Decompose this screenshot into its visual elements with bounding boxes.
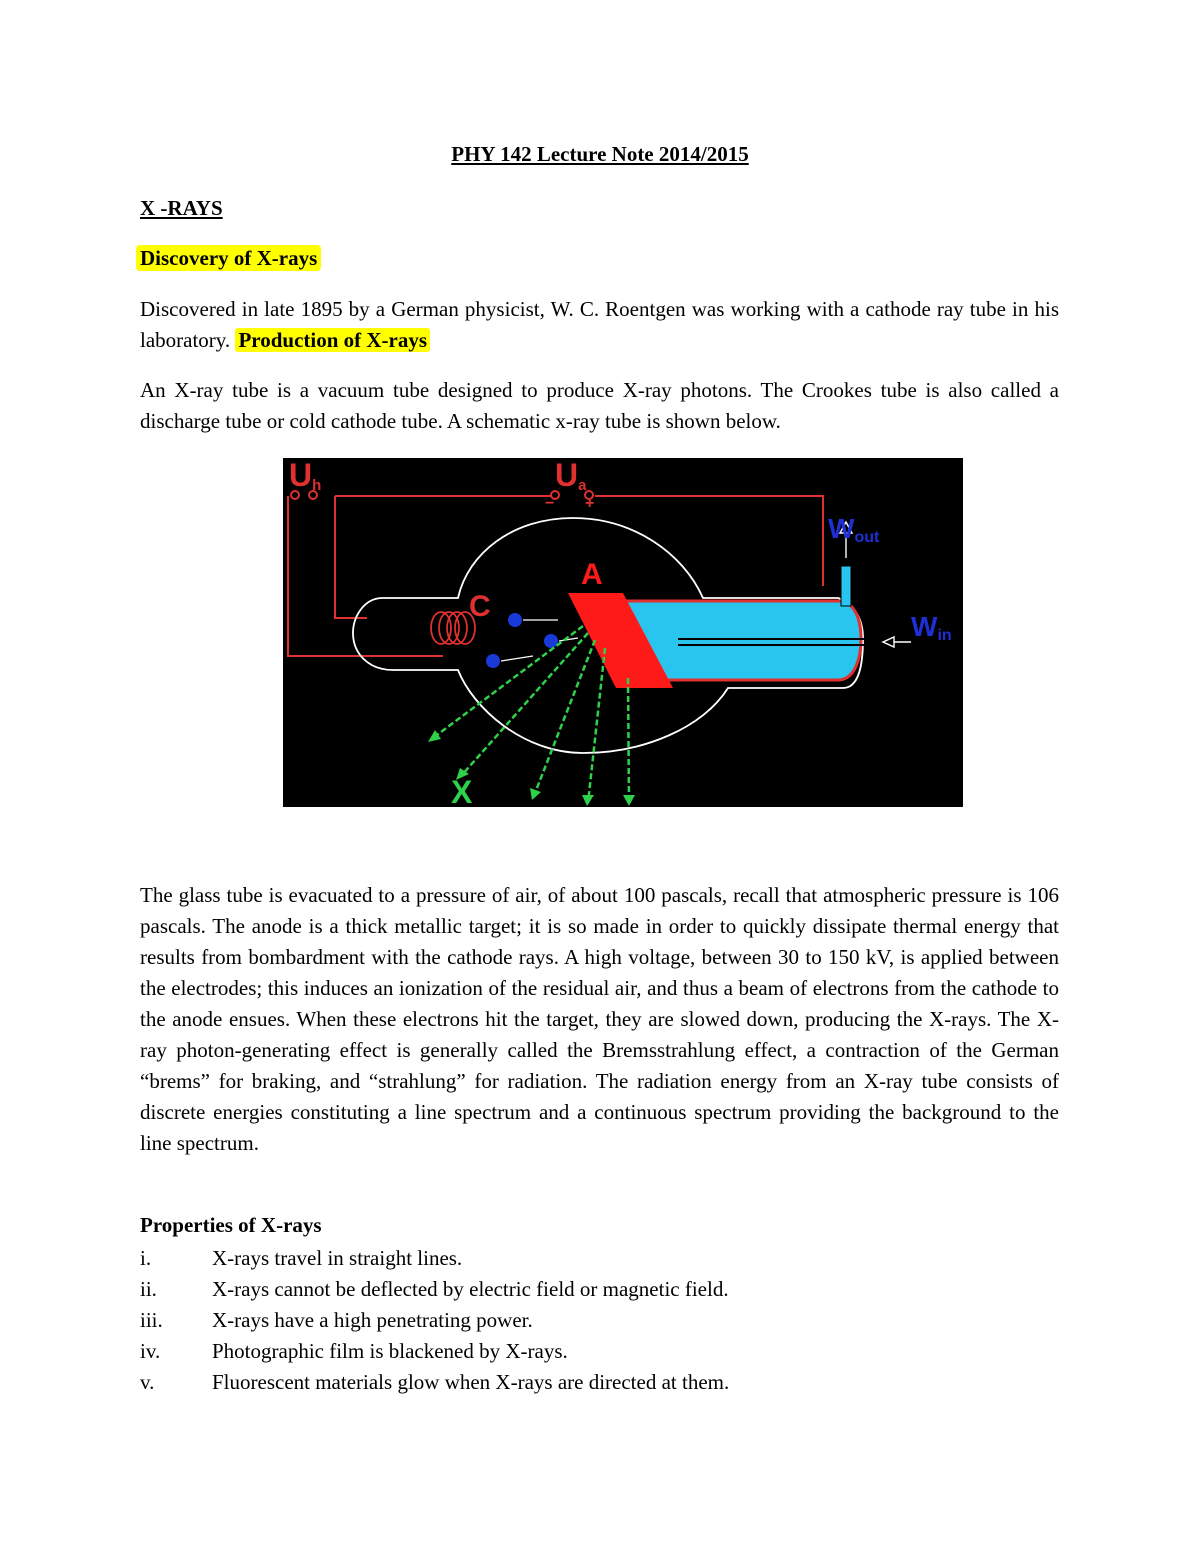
right-wire	[595, 496, 823, 586]
properties-heading: Properties of X-rays	[140, 1213, 322, 1237]
coolant-outlet-pipe	[841, 566, 851, 606]
xrays-heading	[140, 196, 223, 221]
production-heading: Production of X-rays	[235, 328, 430, 352]
xray-tube-svg	[283, 458, 963, 807]
list-item	[140, 1367, 1059, 1398]
left-wire	[288, 496, 443, 656]
page-title: PHY 142 Lecture Note 2014/2015	[451, 142, 749, 166]
discovery-paragraph	[140, 294, 1059, 356]
xray-beam-3	[535, 640, 595, 793]
wout-label: Wout	[828, 513, 880, 546]
electron-2	[544, 634, 558, 648]
inner-left-wire	[335, 496, 367, 618]
list-item-number: ii.	[140, 1277, 157, 1301]
list-item-number: i.	[140, 1246, 152, 1270]
anode-label: A	[581, 558, 603, 591]
electron-3	[486, 654, 500, 668]
uh-label: Uh	[289, 458, 322, 494]
list-item	[140, 1274, 1059, 1305]
list-item-number: iv.	[140, 1339, 161, 1363]
list-item-text: Photographic film is blackened by X-rays.	[212, 1339, 568, 1363]
xray-beam-4	[588, 648, 605, 803]
discovery-heading-text: Discovery of X-rays	[136, 245, 321, 271]
list-item-number: v.	[140, 1370, 155, 1394]
list-item	[140, 1243, 1059, 1274]
list-item-text: X-rays cannot be deflected by electric field or magnetic field.	[212, 1277, 729, 1301]
discovery-heading	[140, 246, 321, 271]
xray-tube-diagram	[283, 458, 963, 807]
list-item	[140, 1336, 1059, 1367]
ua-label: Ua	[555, 458, 587, 494]
list-item-text: X-rays have a high penetrating power.	[212, 1308, 533, 1332]
list-item-text: Fluorescent materials glow when X-rays are directed at them.	[212, 1370, 730, 1394]
body-paragraph: The glass tube is evacuated to a pressure of air, of about 100 pascals, recall that atmospheric pressure is 106 pascals. The anode is a thick metallic target; it is so made in order to quickly dissipate thermal energy that results from bombardment with the cathode rays. A high voltage, between 30 to 150 kV, is applied between the electrodes; this induces an ionization of the residual air, and thus a beam of electrons from the cathode to the anode ensues. When these electrons hit the target, they are slowed down, producing the X-rays. The X-ray photon-generating effect is generally called the Bremsstrahlung effect, a contraction of the German “brems” for braking, and “strahlung” for radiation. The radiation energy from an X-ray tube consists of discrete energies constituting a line spectrum and a continuous spectrum providing the background to the line spectrum.	[140, 883, 1059, 1155]
win-label: Win	[911, 611, 952, 644]
electron-1	[508, 613, 522, 627]
xray-beam-5	[628, 678, 629, 803]
minus-label: −	[545, 495, 555, 512]
list-item-number: iii.	[140, 1308, 163, 1332]
list-item	[140, 1305, 1059, 1336]
list-item-text: X-rays travel in straight lines.	[212, 1246, 463, 1270]
discovery-text: Discovered in late 1895 by a German physicist, W. C. Roentgen was working with a cathode ray tube in his laboratory.	[140, 297, 1059, 352]
xrays-heading-text: X -RAYS	[140, 196, 223, 220]
properties-list	[140, 1243, 1059, 1398]
cathode-label: C	[469, 590, 491, 623]
plus-label: +	[585, 495, 595, 512]
xray-label: X	[451, 774, 473, 807]
tube-paragraph: An X-ray tube is a vacuum tube designed to produce X-ray photons. The Crookes tube is also called a discharge tube or cold cathode tube. A schematic x-ray tube is shown below.	[140, 378, 1059, 433]
